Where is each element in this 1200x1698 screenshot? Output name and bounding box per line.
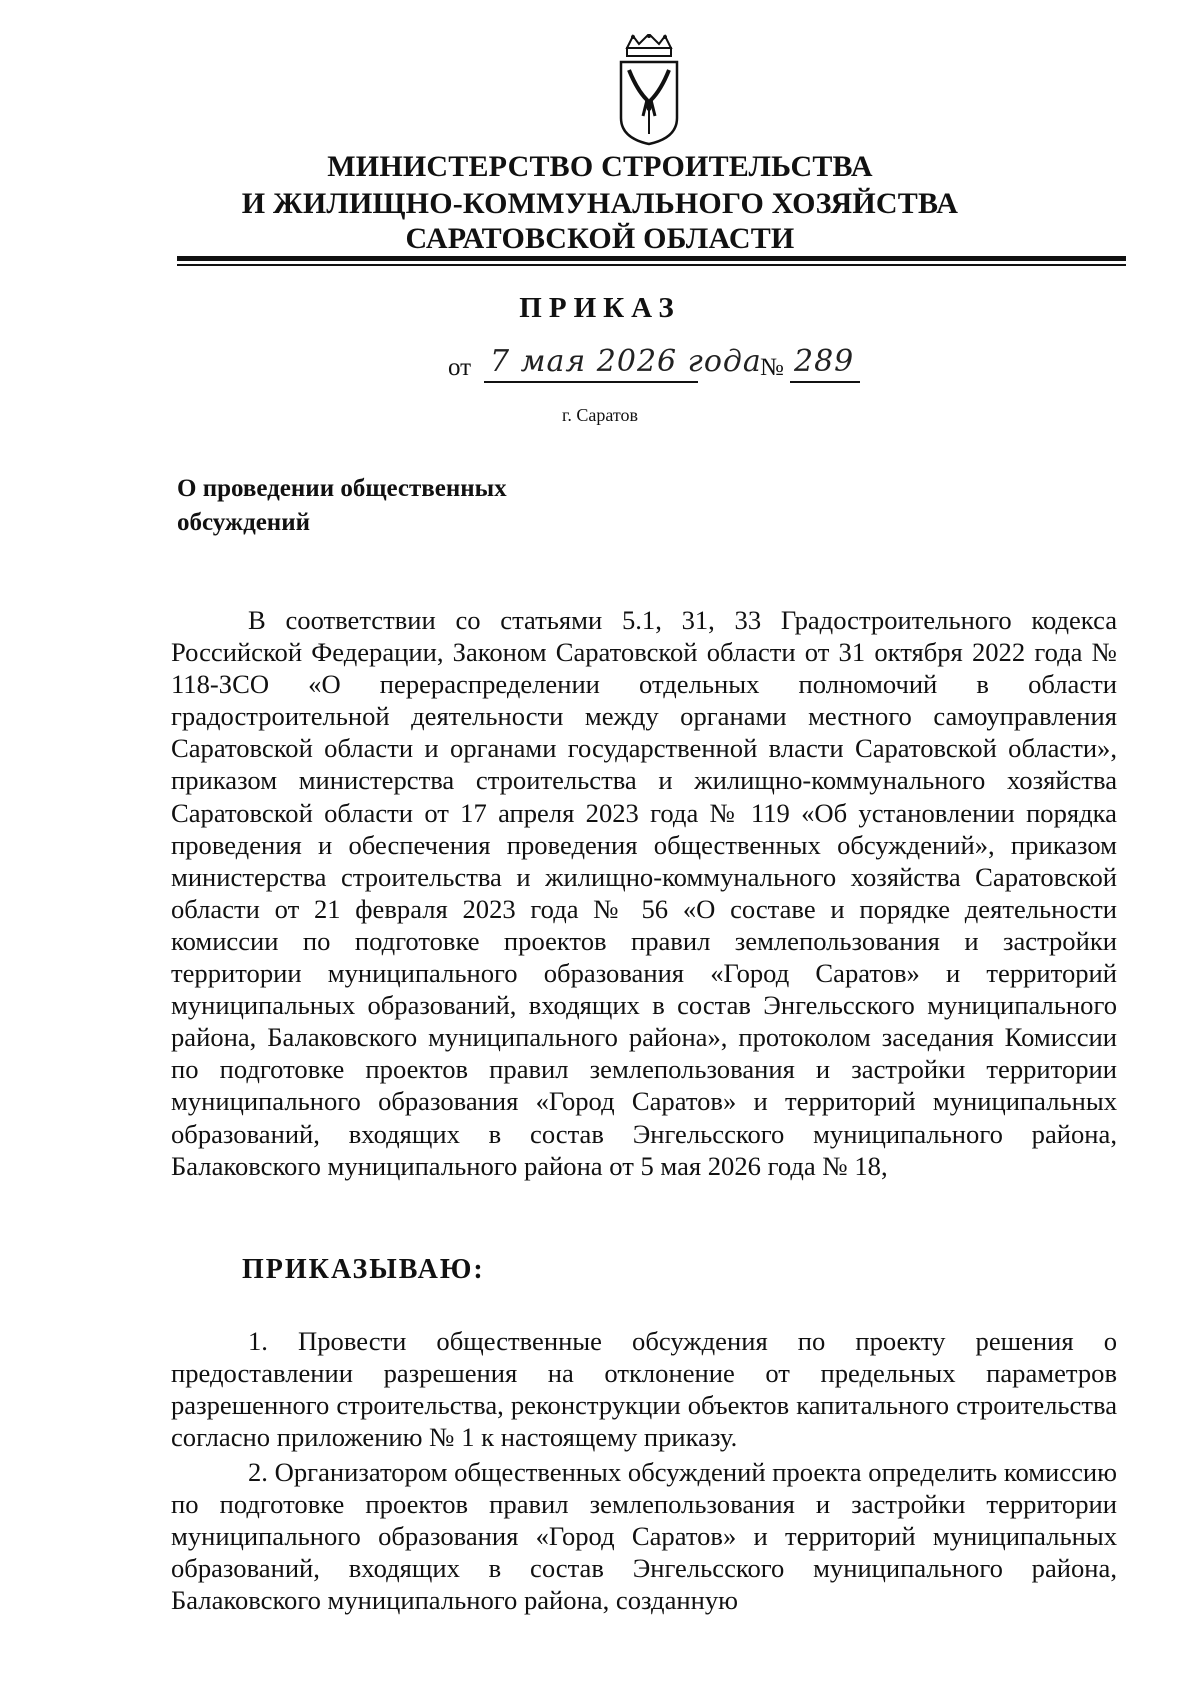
order-item-1: 1. Провести общественные обсуждения по проекту решения о предоставлении разрешения на отклонение от предельных параметров разрешенного строительства, реконструкции объектов капитального строительства согласно приложению № 1 к настоящему приказу. (171, 1326, 1117, 1453)
document-type-title: ПРИКАЗ (519, 292, 681, 324)
header-divider-thick (177, 256, 1126, 261)
order-subject: О проведении общественных обсуждений (177, 475, 507, 536)
handwritten-number: 289 (794, 344, 855, 379)
date-number-line (448, 344, 868, 388)
date-prefix: от (448, 354, 472, 381)
saratov-coat-of-arms-icon (615, 34, 683, 146)
preamble-paragraph: В соответствии со статьями 5.1, 31, 33 Градостроительного кодекса Российской Федерации, Законом Саратовской области от 31 октября 2022 года № 118-ЗСО «О перераспределении отдельных полномочий в области градостроительной деятельности между органами местного самоуправления Саратовской области и органами государственной власти Саратовской области», приказом министерства строительства и жилищно-коммунального хозяйства Саратовской области от 17 апреля 2023 года № 119 «Об установлении порядка проведения и обеспечения проведения общественных обсуждений», приказом министерства строительства и жилищно-коммунального хозяйства Саратовской области от 21 февраля 2023 года № 56 «О составе и порядке деятельности комиссии по подготовке проектов правил землепользования и застройки территории муниципального образования «Город Саратов» и территорий муниципальных образований, входящих в состав Энгельсского муниципального района, Балаковского муниципального района», протоколом заседания Комиссии по подготовке проектов правил землепользования и застройки территории муниципального образования «Город Саратов» и территорий муниципальных образований, входящих в состав Энгельсского муниципального района, Балаковского муниципального района от 5 мая 2026 года № 18, (171, 605, 1117, 1181)
handwritten-date: 7 мая 2026 года (490, 344, 762, 379)
ministry-name-line-2: И ЖИЛИЩНО-КОММУНАЛЬНОГО ХОЗЯЙСТВА (241, 187, 959, 220)
order-heading: ПРИКАЗЫВАЮ: (242, 1254, 485, 1285)
ministry-name-line-3: САРАТОВСКОЙ ОБЛАСТИ (405, 222, 795, 255)
ministry-name-line-1: МИНИСТЕРСТВО СТРОИТЕЛЬСТВА (327, 150, 873, 183)
header-divider-thin (177, 264, 1126, 266)
number-prefix: № (760, 354, 784, 381)
order-item-2: 2. Организатором общественных обсуждений проекта определить комиссию по подготовке проектов правил землепользования и застройки территории муниципального образования «Город Саратов» и территорий муниципальных образований, входящих в состав Энгельсского муниципального района, Балаковского муниципального района, созданную (171, 1457, 1117, 1616)
city-label: г. Саратов (562, 405, 638, 425)
